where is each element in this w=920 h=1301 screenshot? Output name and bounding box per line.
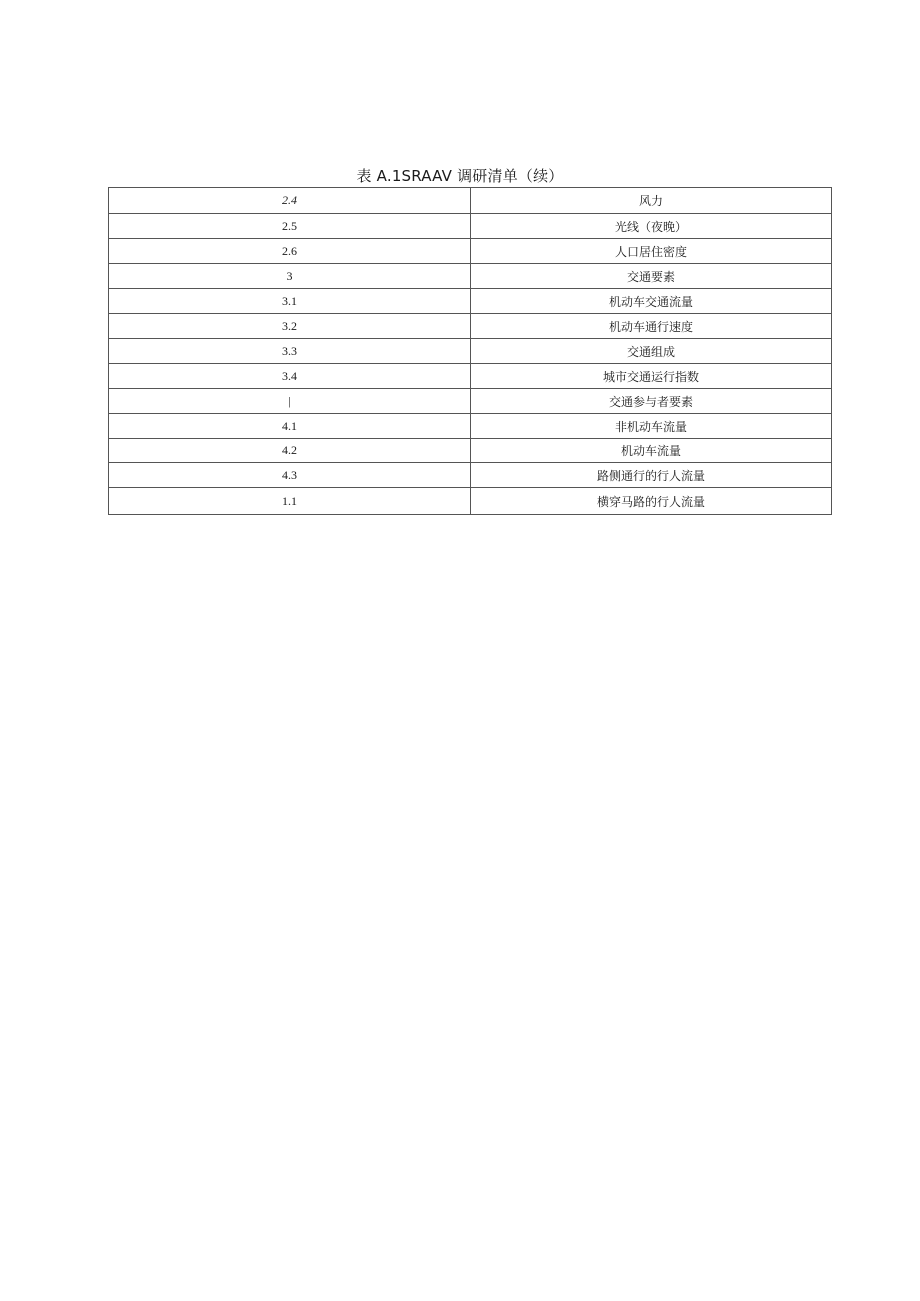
- item-number: 4.2: [109, 439, 471, 463]
- item-number: 1.1: [109, 488, 471, 515]
- table-row: [109, 188, 832, 214]
- item-number: 2.4: [109, 188, 471, 214]
- table-row: [109, 364, 832, 389]
- item-name: 交通组成: [471, 339, 832, 364]
- item-name: 机动车通行速度: [471, 314, 832, 339]
- item-name: 人口居住密度: [471, 239, 832, 264]
- item-name: 横穿马路的行人流量: [471, 488, 832, 515]
- table-row: [109, 414, 832, 439]
- item-name: 机动车交通流量: [471, 289, 832, 314]
- item-number: 2.6: [109, 239, 471, 264]
- item-number: 2.5: [109, 214, 471, 239]
- table-row: [109, 339, 832, 364]
- item-number: 3: [109, 264, 471, 289]
- item-name: 城市交通运行指数: [471, 364, 832, 389]
- table-row: [109, 463, 832, 488]
- table-caption: 表 A.1SRAAV 调研清单（续）: [356, 167, 564, 185]
- table-row: [109, 439, 832, 463]
- item-name: 风力: [471, 188, 832, 214]
- item-name: 非机动车流量: [471, 414, 832, 439]
- item-name: 机动车流量: [471, 439, 832, 463]
- table-row: [109, 239, 832, 264]
- table-row: [109, 389, 832, 414]
- item-number: 3.1: [109, 289, 471, 314]
- item-name: 路侧通行的行人流量: [471, 463, 832, 488]
- item-number: 3.2: [109, 314, 471, 339]
- item-number: |: [109, 389, 471, 414]
- item-name: 交通参与者要素: [471, 389, 832, 414]
- item-number: 3.4: [109, 364, 471, 389]
- item-name: 光线（夜晚）: [471, 214, 832, 239]
- table-row: [109, 289, 832, 314]
- table-row: [109, 214, 832, 239]
- item-number: 4.1: [109, 414, 471, 439]
- item-number: 4.3: [109, 463, 471, 488]
- survey-list-table: [108, 187, 832, 515]
- table-row: [109, 488, 832, 515]
- item-number: 3.3: [109, 339, 471, 364]
- item-name: 交通要素: [471, 264, 832, 289]
- table-row: [109, 264, 832, 289]
- table-row: [109, 314, 832, 339]
